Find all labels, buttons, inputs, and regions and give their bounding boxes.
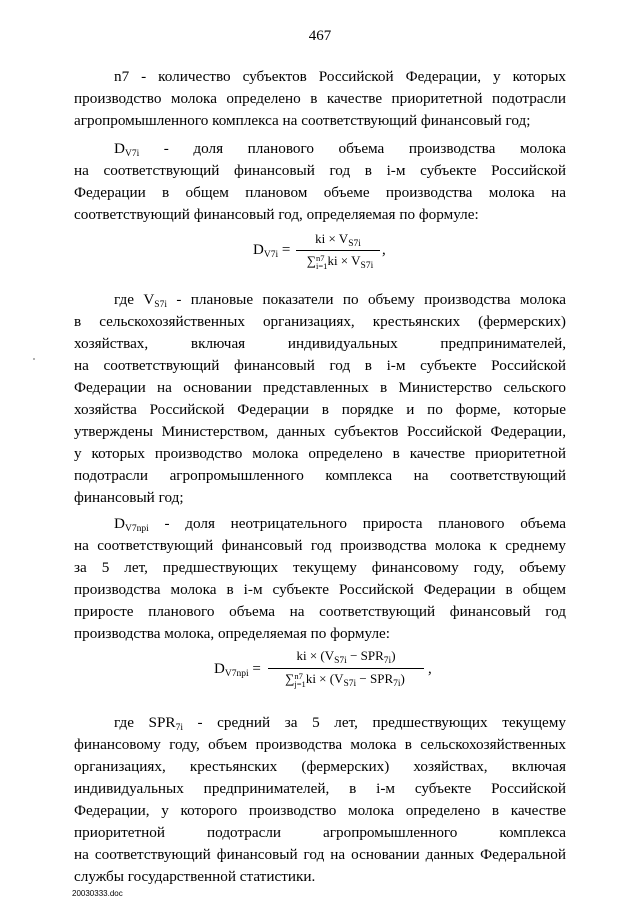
para4-line-2: на соответствующий финансовый год производства молока к среднему xyxy=(74,537,566,554)
formula1-sum-lower: i=1 xyxy=(316,261,328,272)
formula1-denominator-sub: S7i xyxy=(360,261,374,271)
formula2-denominator-b-sub: 7i xyxy=(393,679,401,689)
para3-line-10: финансовый год; xyxy=(74,489,184,506)
formula1-lhs xyxy=(253,242,290,260)
para5-line-7: на соответствующий финансовый год на основании данных Федеральной xyxy=(74,846,566,863)
para2-line-3: Федерации в общем плановом объеме производства молока на xyxy=(74,184,566,201)
symbol-npi-subscript: V7npi xyxy=(124,524,149,534)
para3-line-3: хозяйствах, включая индивидуальных предпринимателей, xyxy=(74,335,566,352)
formula1-numerator-text: ki × V xyxy=(315,231,349,246)
para3-line-9: подотрасли агропромышленного комплекса на соответствующий xyxy=(74,467,566,484)
formula2-sum-lower: j=1 xyxy=(294,679,306,690)
para4-line-3: за 5 лет, предшествующих текущему финансовому году, объему xyxy=(74,559,566,576)
formula2-numerator-c: ) xyxy=(391,648,396,663)
formula2-sum-sign: ∑ xyxy=(285,671,295,686)
formula1-numerator xyxy=(296,231,380,249)
para3-line-5: Федерации на основании представленных в Министерство сельского xyxy=(74,379,566,396)
para2-line-2: на соответствующий финансовый год в i-м субъекте Российской xyxy=(74,162,566,179)
symbol-d: D xyxy=(114,140,125,157)
formula2-numerator-a: ki × (V xyxy=(296,648,335,663)
para5-line-4: индивидуальных предпринимателей, в i-м субъекте Российской xyxy=(74,780,566,797)
para2-line-4: соответствующий финансовый год, определяемая по формуле: xyxy=(74,206,479,223)
formula2-denominator-a-sub: S7i xyxy=(343,679,357,689)
para3-prefix: где V xyxy=(114,291,155,308)
formula1-comma: , xyxy=(382,242,386,258)
para5-line-3: организациях, крестьянских (фермерских) хозяйствах, включая xyxy=(74,758,566,775)
para5-line-8: службы государственной статистики. xyxy=(74,868,316,885)
definition-text: - доля планового объема производства молока xyxy=(139,140,566,157)
para3-line-8: у которых производство молока определено в качестве приоритетной xyxy=(74,445,566,462)
formula2-equals: = xyxy=(252,661,261,677)
formula1-equals: = xyxy=(281,242,291,258)
formula2-numerator xyxy=(270,648,422,666)
para5-line-6: приоритетной подотрасли агропромышленного комплекса xyxy=(74,824,566,841)
formula1-fraction-bar xyxy=(296,250,380,251)
para4-line-6: производства молока, определяемая по формуле: xyxy=(74,625,390,642)
formula1-denominator-text: ki × V xyxy=(327,253,361,268)
para3-line-7: утверждены Министерством, данных субъектов Российской Федерации, xyxy=(74,423,566,440)
para4-definition: - доля неотрицательного прироста планового объема xyxy=(148,515,566,532)
formula1-sum-upper: n7 xyxy=(316,253,325,264)
formula2-denominator xyxy=(260,671,430,689)
formula2-lhs xyxy=(214,661,261,679)
formula2-numerator-a-sub: S7i xyxy=(334,656,347,666)
para1-line-1: n7 - количество субъектов Российской Федерации, у которых xyxy=(114,68,566,85)
formula2-sum-upper: n7 xyxy=(294,671,303,682)
formula1-sum-sign: ∑ xyxy=(306,253,317,268)
para4-line-4: производства молока в i-м субъекте Российской Федерации в общем xyxy=(74,581,566,598)
para5-sub: 7i xyxy=(175,723,183,733)
symbol-d-npi: D xyxy=(114,515,125,532)
formula2-numerator-b: − SPR xyxy=(346,648,384,663)
para3-line-2: в сельскохозяйственных организациях, крестьянских (фермерских) xyxy=(74,313,566,330)
formula2-numerator-b-sub: 7i xyxy=(383,656,392,666)
formula2-lhs-symbol: D xyxy=(214,661,225,677)
formula2-denominator-b: − SPR xyxy=(356,671,394,686)
para3-sub: S7i xyxy=(154,300,167,310)
para4-line-5: приросте планового объема на соответствующий финансовый год xyxy=(74,603,566,620)
formula1-lhs-symbol: D xyxy=(253,242,264,258)
symbol-subscript: V7i xyxy=(124,149,140,159)
para5-rest: - средний за 5 лет, предшествующих текущему xyxy=(182,714,567,731)
formula2-lhs-sub: V7npi xyxy=(224,669,249,679)
formula2-denominator-c: ) xyxy=(400,671,405,686)
para5-line-5: Федерации, у которого производство молока определено в качестве xyxy=(74,802,566,819)
para5-prefix: где SPR xyxy=(114,714,176,731)
formula1-denominator xyxy=(294,253,386,271)
footer-filename: 20030333.doc xyxy=(72,889,123,898)
para3-line-6: хозяйства Российской Федерации в порядке и по форме, которые xyxy=(74,401,566,418)
page-number: 467 xyxy=(308,28,332,44)
para1-line-2: производство молока определено в качестве приоритетной подотрасли xyxy=(74,90,566,107)
scan-speck xyxy=(33,358,35,360)
para5-line-2: финансовому году, объем производства молока в сельскохозяйственных xyxy=(74,736,566,753)
formula2-comma: , xyxy=(428,661,432,677)
para3-line-4: на соответствующий финансовый год в i-м субъекте Российской xyxy=(74,357,566,374)
formula1-numerator-sub: S7i xyxy=(348,239,361,249)
formula2-denominator-a: ki × (V xyxy=(305,671,344,686)
para1-line-3: агропромышленного комплекса на соответствующий финансовый год; xyxy=(74,112,531,129)
para3-rest: - плановые показатели по объему производства молока xyxy=(166,291,566,308)
formula2-fraction-bar xyxy=(268,668,424,669)
formula1-lhs-sub: V7i xyxy=(263,250,279,260)
